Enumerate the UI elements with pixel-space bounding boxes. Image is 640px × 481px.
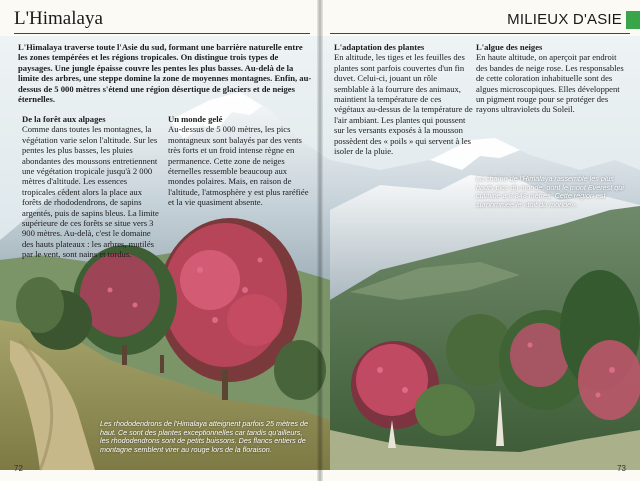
section-forest-heading: De la forêt aux alpages — [22, 114, 106, 124]
page-title: L'Himalaya — [14, 8, 103, 29]
section-algae-heading: L'algue des neiges — [476, 42, 543, 52]
title-divider-right — [330, 33, 630, 34]
intro-paragraph: L'Himalaya traverse toute l'Asie du sud, formant une barrière naturelle entre les zones tempérées et les régions tropicales. On distingue trois types de paysages. Une jungle épaisse couvre les pentes les plus basses. Au-delà de la limite des arbres, une steppe domine la zone de moyennes montagnes. Enfin, au-dessus de 5 000 mètres s'étend une région désertique de glaciers et de neiges éternelles. — [18, 42, 312, 105]
section-algae-body: En haute altitude, on aperçoit par endroit des bandes de neige rose. Les responsables de cette coloration inhabituelle sont des algues microscopiques. Elles développent un pigment rouge pour se protéger des rayons ultraviolets du Soleil. — [476, 52, 624, 115]
section-plants-heading: L'adaptation des plantes — [334, 42, 425, 52]
section-forest-body: Comme dans toutes les montagnes, la végétation varie selon l'altitude. Sur les pentes les plus basses, les pluies abondantes des moussons entretiennent une végétation tropicale jusqu'à 2 000 mètres d'altitude. Les essences tropicales cèdent alors la place aux forêts de rhododendrons, de sapins argentés, puis de sapins bleus. La limite supérieure de ces forêts se situe vers 3 900 mètres. Au-delà, c'est le domaine des hauts plateaux : les arbres, mutilés par le vent, sont nains et tordus. — [22, 124, 159, 260]
book-gutter — [317, 0, 323, 481]
title-divider — [14, 33, 310, 34]
section-forest — [22, 114, 162, 260]
section-frozen-heading: Un monde gelé — [168, 114, 223, 124]
section-color-tab — [626, 11, 640, 29]
section-plants — [334, 42, 474, 156]
right-caption: La chaîne de l'Himalaya rassemble les plus hauts pics du monde, dont le mont Everest qui culmine à 8 848 mètres. Cette région est surnommée le «toit du monde». — [476, 174, 624, 209]
page-number-right: 73 — [617, 464, 626, 473]
left-caption: Les rhododendrons de l'Himalaya atteignent parfois 25 mètres de haut. Ce sont des plantes exceptionnelles car tandis qu'ailleurs, les rhododendrons sont de petits buissons. Des flancs entiers de montagne semblent virer au rouge lors de la floraison. — [100, 419, 308, 454]
page-number-left: 72 — [14, 464, 23, 473]
section-frozen — [168, 114, 314, 208]
section-plants-body: En altitude, les tiges et les feuilles des plantes sont parfois couvertes d'un fin duvet. Celui-ci, jouant un rôle semblable à la fourrure des animaux, maintient la température de ces végétaux au-dessus de la température de l'air ambiant. Les plantes qui poussent sur les versants exposés à la mousson possèdent des « poils » qui servent à les isoler de la pluie. — [334, 52, 473, 157]
section-frozen-body: Au-dessus de 5 000 mètres, les pics montagneux sont balayés par des vents très forts et un froid intense règne en permanence. Cette zone de neiges éternelles ressemble beaucoup aux mondes polaires. Mais, en raison de l'altitude, l'atmosphère y est plus raréfiée et la vie quasiment absente. — [168, 124, 309, 208]
section-label: MILIEUX D'ASIE — [507, 11, 622, 28]
section-algae — [476, 42, 626, 115]
